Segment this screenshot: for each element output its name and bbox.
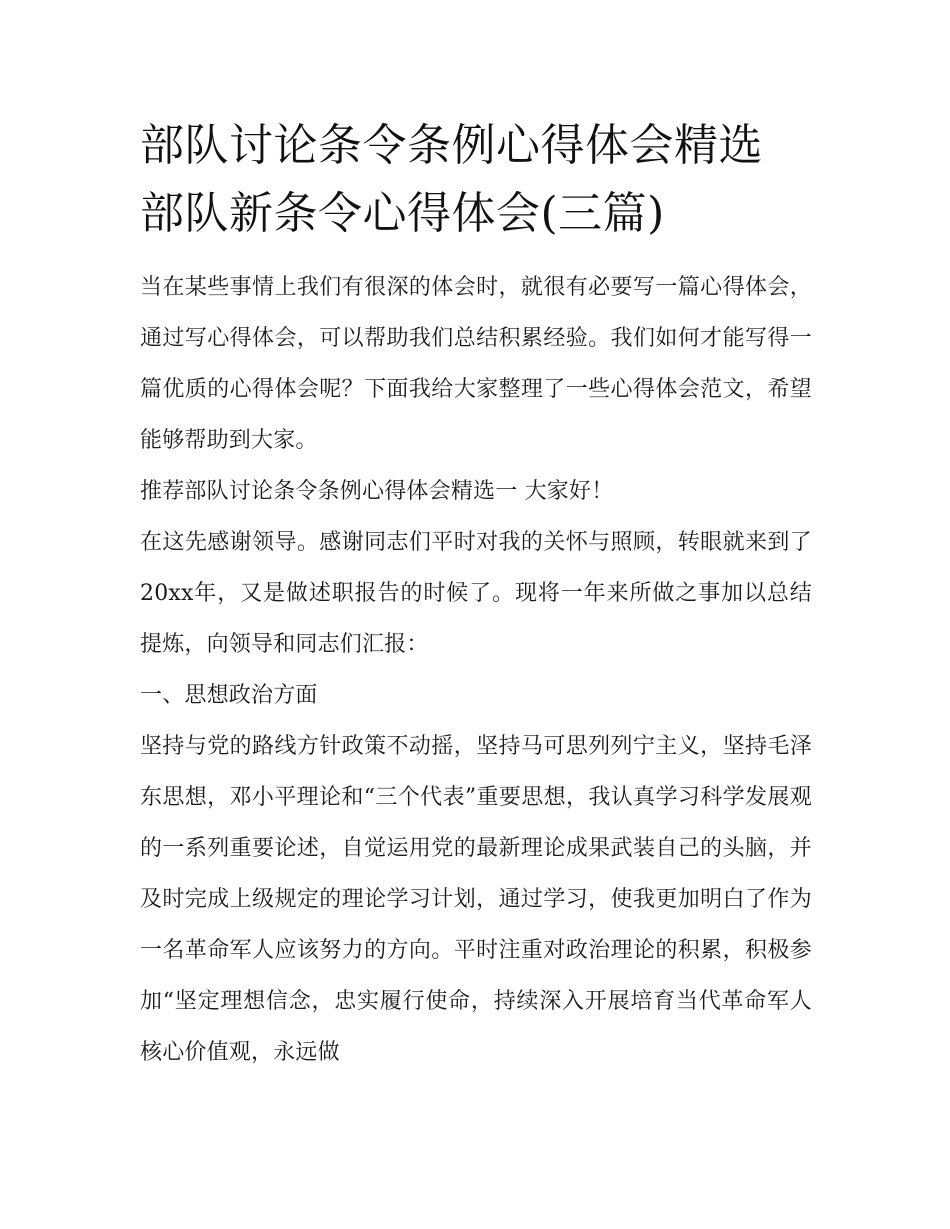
paragraph-intro: 当在某些事情上我们有很深的体会时，就很有必要写一篇心得体会，通过写心得体会，可以帮助我们总结积累经验。我们如何才能写得一篇优质的心得体会呢？下面我给大家整理了一些心得体会范文，希望能够帮助到大家。 [140,275,812,453]
document-body [140,262,812,1078]
document-title: 部队讨论条令条例心得体会精选 部队新条令心得体会(三篇) [140,120,763,239]
paragraph-thanks: 在这先感谢领导。感谢同志们平时对我的关怀与照顾，转眼就来到了20xx年，又是做述职报告的时候了。现将一年来所做之事加以总结提炼，向领导和同志们汇报： [140,530,812,657]
paragraph-politics: 坚持与党的路线方针政策不动摇，坚持马可思列列宁主义，坚持毛泽东思想，邓小平理论和“三个代表”重要思想，我认真学习科学发展观的一系列重要论述，自觉运用党的最新理论成果武装自己的头脑，并及时完成上级规定的理论学习计划，通过学习，使我更加明白了作为一名革命军人应该努力的方向。平时注重对政治理论的积累，积极参加“坚定理想信念，忠实履行使命，持续深入开展培育当代革命军人核心价值观，永远做 [140,734,812,1065]
paragraph-recommend: 推荐部队讨论条令条例心得体会精选一 大家好！ [140,479,614,504]
document-page [140,112,812,1078]
section-heading: 一、思想政治方面 [140,683,318,708]
